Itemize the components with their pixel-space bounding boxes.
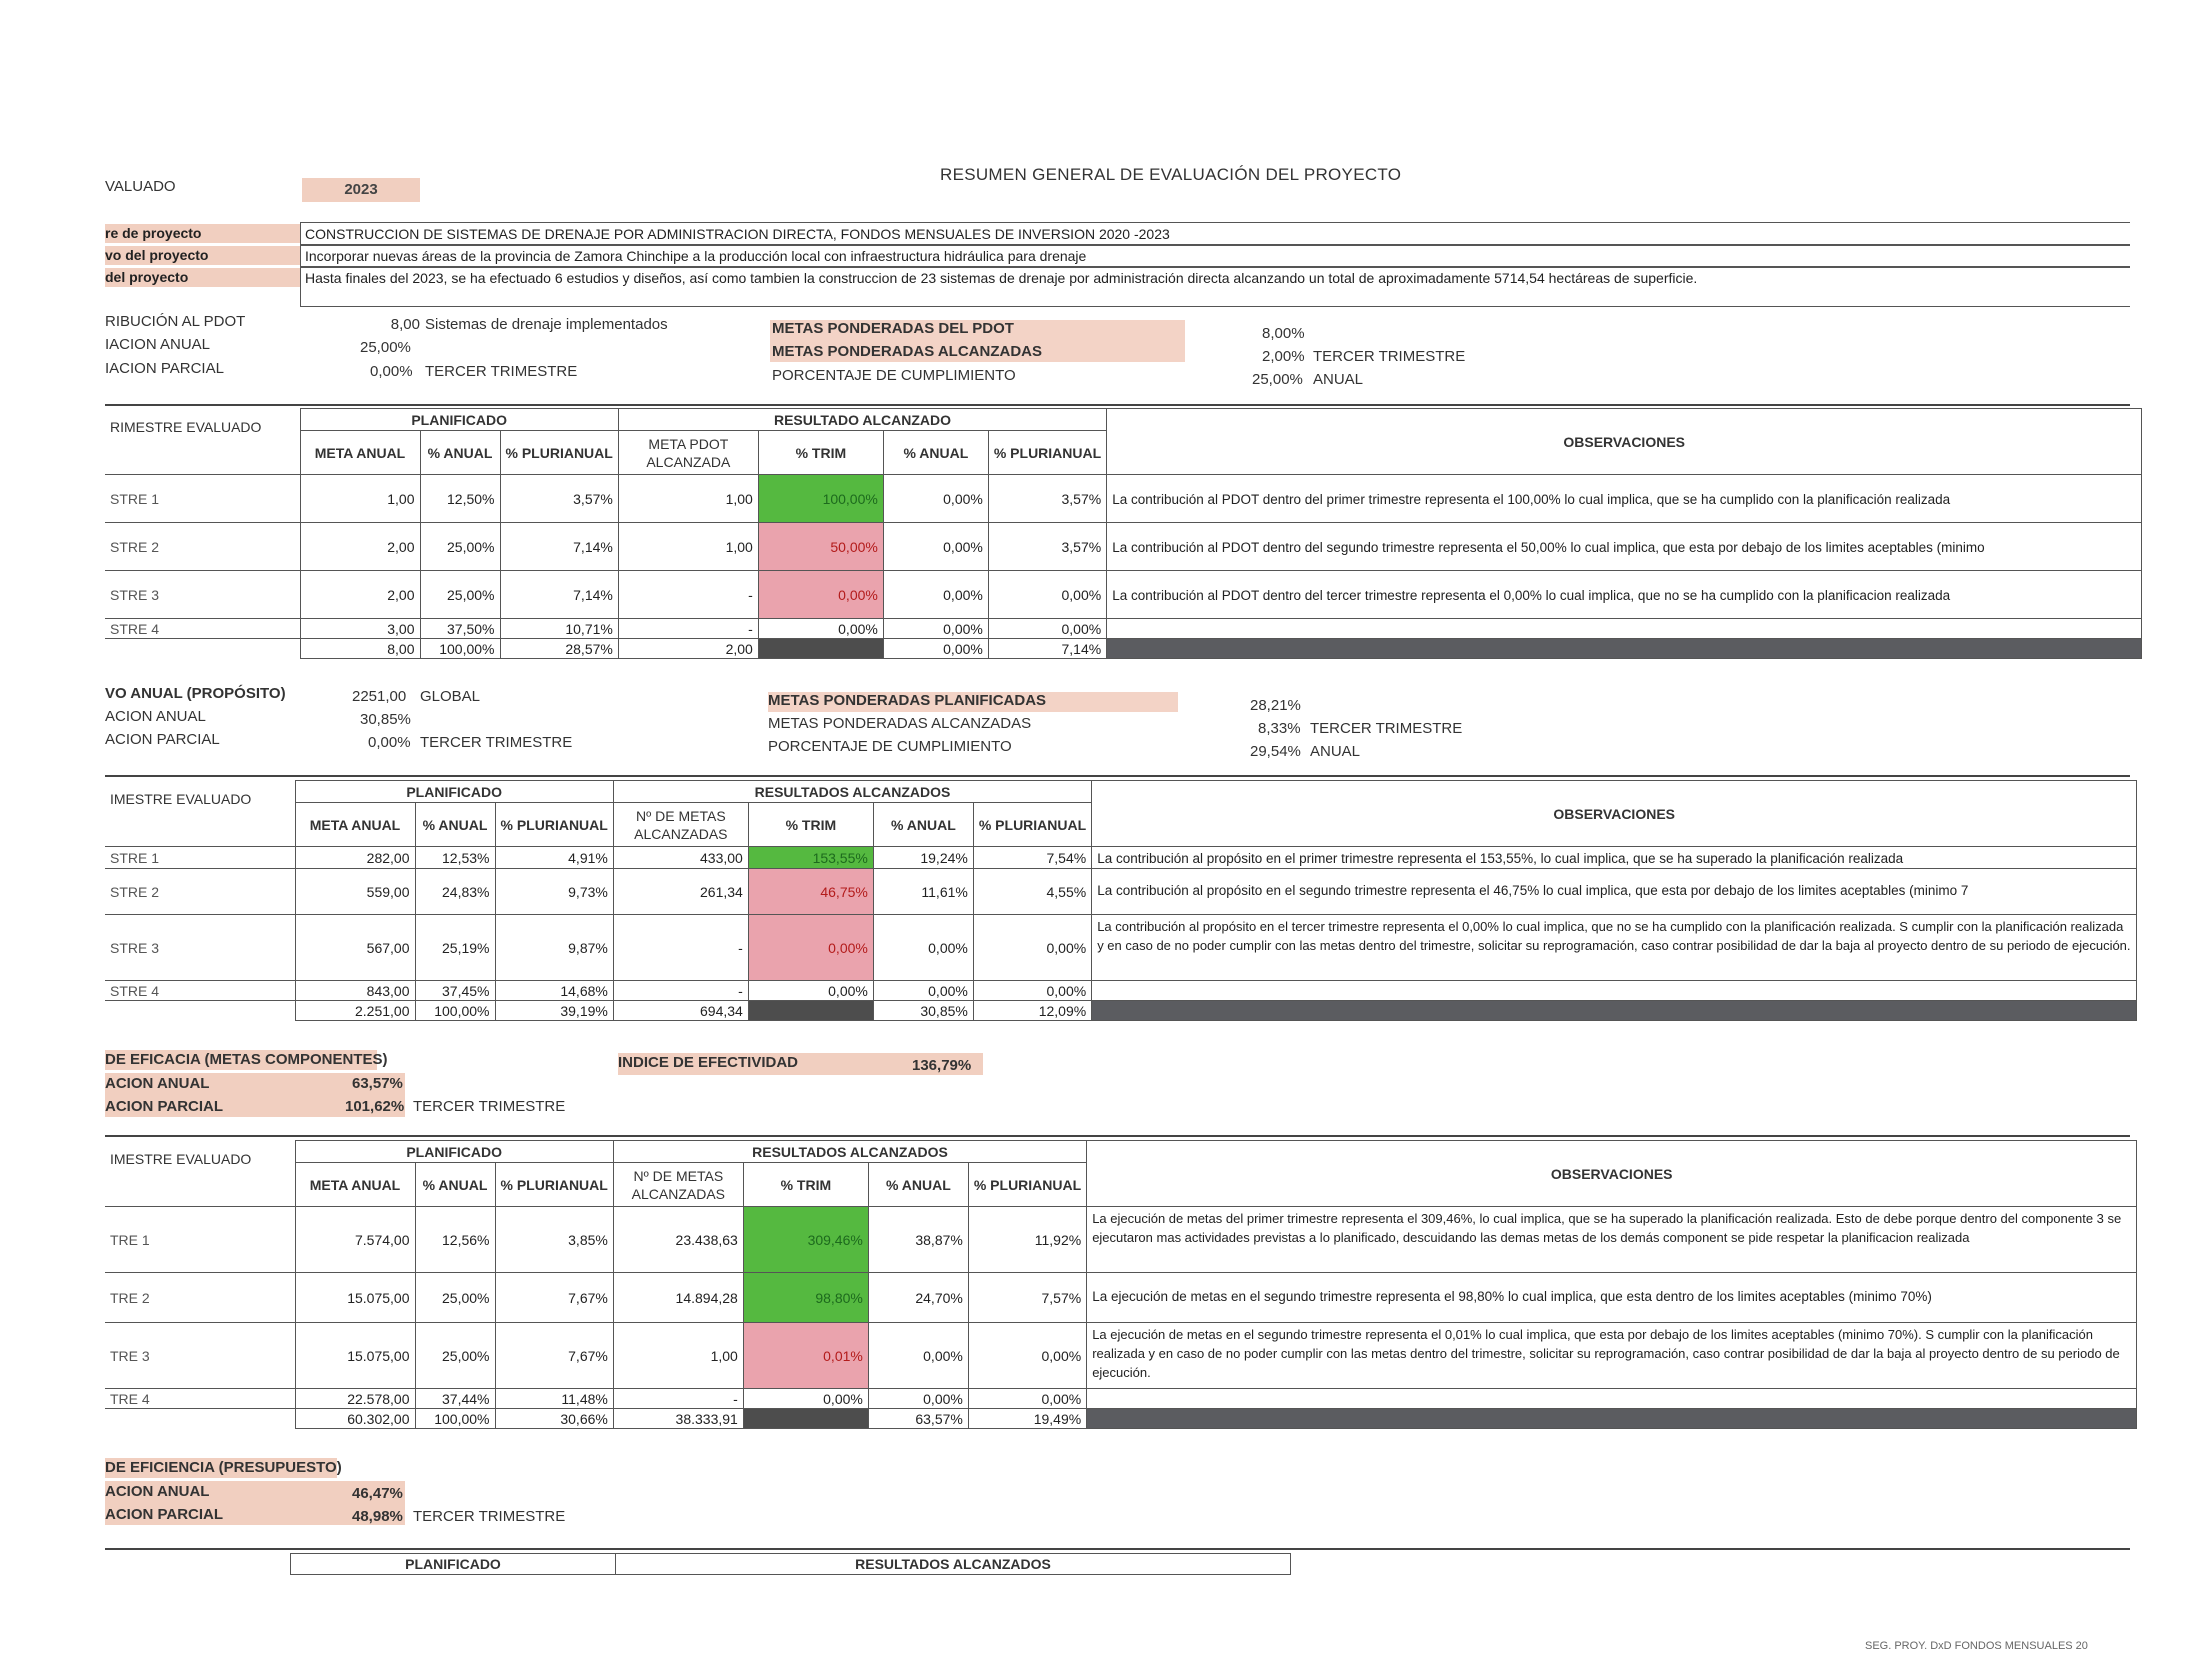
cell: 100,00%	[758, 475, 883, 523]
s1-col-4: % TRIM	[758, 431, 883, 475]
cell: 0,00%	[883, 571, 988, 619]
totals-bar	[1092, 1001, 2137, 1021]
cell: 7,54%	[973, 847, 1091, 869]
s2-group-planned: PLANIFICADO	[295, 781, 613, 803]
cell: -	[618, 571, 758, 619]
efectividad-value: 136,79%	[912, 1057, 972, 1074]
cell: 11,48%	[495, 1389, 613, 1409]
s2-top-rule	[105, 775, 2130, 777]
s1-trimestre-header: RIMESTRE EVALUADO	[110, 418, 262, 435]
s1-col-1: % ANUAL	[420, 431, 500, 475]
table-row	[105, 475, 2142, 523]
cell: 309,46%	[743, 1207, 868, 1273]
cell: 100,00%	[420, 639, 500, 659]
s2-label-0: VO ANUAL (PROPÓSITO)	[105, 685, 286, 702]
observation	[1107, 619, 2142, 639]
s2-value-0: 2251,00	[352, 688, 407, 705]
cell: 7.574,00	[295, 1207, 415, 1273]
s4-label-0: DE EFICIENCIA (PRESUPUESTO)	[105, 1459, 342, 1476]
cell: 1,00	[613, 1323, 743, 1389]
cell: 0,00%	[873, 981, 973, 1001]
table-row	[105, 1207, 2137, 1273]
cell: 0,00%	[968, 1323, 1086, 1389]
project-name-text: CONSTRUCCION DE SISTEMAS DE DRENAJE POR ADMINISTRACION DIRECTA, FONDOS MENSUALES DE INVERSION 2020 -2023	[300, 222, 2130, 245]
observation: La contribución al PDOT dentro del primer trimestre representa el 100,00% lo cual implica, que se ha cumplido con la planificación realizada	[1107, 475, 2142, 523]
year-value: 2023	[302, 178, 420, 202]
s2-right-value-2: 29,54%	[1250, 743, 1301, 760]
table-row	[105, 869, 2137, 915]
row-label: STRE 4	[105, 981, 295, 1001]
cell: 559,00	[295, 869, 415, 915]
s3-value-2: 101,62%	[345, 1098, 405, 1115]
s1-note-2: TERCER TRIMESTRE	[425, 363, 578, 380]
cell: 7,14%	[500, 571, 618, 619]
cell: 7,67%	[495, 1323, 613, 1389]
year-label: VALUADO	[105, 178, 176, 195]
cell: 50,00%	[758, 523, 883, 571]
cell: 0,00%	[748, 981, 873, 1001]
s2-observations-header: OBSERVACIONES	[1092, 781, 2137, 847]
cell: 100,00%	[415, 1409, 495, 1429]
s2-right-label-1: METAS PONDERADAS ALCANZADAS	[768, 715, 1032, 732]
page-title: RESUMEN GENERAL DE EVALUACIÓN DEL PROYECTO	[940, 165, 1402, 184]
observation: La contribución al PDOT dentro del tercer trimestre representa el 0,00% lo cual implica, que no se ha cumplido con la planificacion realizada	[1107, 571, 2142, 619]
project-objective-label: vo del proyecto	[105, 246, 301, 265]
observation	[1087, 1389, 2137, 1409]
s3-group-result: RESULTADOS ALCANZADOS	[613, 1141, 1086, 1163]
cell: 0,00%	[883, 639, 988, 659]
s1-right-label-1: METAS PONDERADAS ALCANZADAS	[772, 343, 1042, 360]
cell: 25,00%	[415, 1273, 495, 1323]
cell: 28,57%	[500, 639, 618, 659]
s1-label-0: RIBUCIÓN AL PDOT	[105, 313, 246, 330]
table-row	[105, 981, 2137, 1001]
cell: 7,57%	[968, 1273, 1086, 1323]
cell: 0,00%	[868, 1323, 968, 1389]
observation: La ejecución de metas en el segundo trimestre representa el 98,80% lo cual implica, que esta dentro de los limites aceptables (minimo 70%)	[1087, 1273, 2137, 1323]
row-label: STRE 3	[105, 571, 300, 619]
s2-group-result: RESULTADOS ALCANZADOS	[613, 781, 1091, 803]
table-row	[105, 1389, 2137, 1409]
s4-value-1: 46,47%	[352, 1485, 403, 1502]
observation: La ejecución de metas en el segundo trimestre representa el 0,01% lo cual implica, que esta por debajo de los limites aceptables (minimo 70%). S cumplir con la planificación realizada y en caso de no poder cumplir con las metas dentro del trimestre, solicitar su reprogramación, caso contrar posibilidad de dar la baja al proyecto dentro de su periodo de ejecución.	[1087, 1323, 2137, 1389]
cell: 24,83%	[415, 869, 495, 915]
cell: 4,55%	[973, 869, 1091, 915]
table-row	[105, 619, 2142, 639]
s2-col-0: META ANUAL	[295, 803, 415, 847]
cell: 0,00%	[973, 981, 1091, 1001]
cell: 63,57%	[868, 1409, 968, 1429]
row-label: TRE 2	[105, 1273, 295, 1323]
cell: 98,80%	[743, 1273, 868, 1323]
s1-right-label-0: METAS PONDERADAS DEL PDOT	[772, 320, 1014, 337]
s2-right-note-1: TERCER TRIMESTRE	[1310, 720, 1463, 737]
cell: 14.894,28	[613, 1273, 743, 1323]
cell: 3,57%	[500, 475, 618, 523]
observation: La ejecución de metas del primer trimestre representa el 309,46%, lo cual implica, que se ha superado la planificación realizada. Esto de debe porque dentro del componente 3 se ejecutaron mas actividades previstas a lo planificado, descuidando las demas metas de los demás component se pide respetar la planificacion realizada	[1087, 1207, 2137, 1273]
s3-col-2: % PLURIANUAL	[495, 1163, 613, 1207]
s3-observations-header: OBSERVACIONES	[1087, 1141, 2137, 1207]
cell: 2.251,00	[295, 1001, 415, 1021]
cell	[758, 639, 883, 659]
cell: 15.075,00	[295, 1323, 415, 1389]
totals-row	[105, 639, 2142, 659]
cell: -	[618, 619, 758, 639]
s1-value-0: 8,00	[390, 316, 420, 333]
row-label: STRE 4	[105, 619, 300, 639]
s1-value-1: 25,00%	[360, 339, 411, 356]
cell: 25,00%	[420, 523, 500, 571]
cell: 12,09%	[973, 1001, 1091, 1021]
s4-label-1: ACION ANUAL	[105, 1483, 210, 1500]
cell: 19,24%	[873, 847, 973, 869]
cell: 12,56%	[415, 1207, 495, 1273]
cell: 10,71%	[500, 619, 618, 639]
s4-note-2: TERCER TRIMESTRE	[413, 1508, 566, 1525]
cell: 11,92%	[968, 1207, 1086, 1273]
cell: 9,73%	[495, 869, 613, 915]
s3-trimestre-header: IMESTRE EVALUADO	[110, 1150, 252, 1167]
row-label: TRE 4	[105, 1389, 295, 1409]
s1-label-2: IACION PARCIAL	[105, 360, 224, 377]
table-row	[105, 523, 2142, 571]
s3-table	[105, 1140, 2137, 1429]
cell: 25,00%	[415, 1323, 495, 1389]
cell: 0,00%	[873, 915, 973, 981]
cell: 14,68%	[495, 981, 613, 1001]
observation: La contribución al propósito en el segundo trimestre representa el 46,75% lo cual implica, que esta por debajo de los limites aceptables (minimo 7	[1092, 869, 2137, 915]
cell: 11,61%	[873, 869, 973, 915]
table-row	[105, 915, 2137, 981]
s2-col-6: % PLURIANUAL	[973, 803, 1091, 847]
cell: 0,00%	[988, 619, 1106, 639]
row-label: TRE 3	[105, 1323, 295, 1389]
cell	[748, 1001, 873, 1021]
s3-col-0: META ANUAL	[295, 1163, 415, 1207]
s2-trimestre-header: IMESTRE EVALUADO	[110, 790, 252, 807]
cell: 3,57%	[988, 523, 1106, 571]
cell: 2,00	[300, 523, 420, 571]
cell: 38.333,91	[613, 1409, 743, 1429]
totals-row	[105, 1001, 2137, 1021]
cell: 3,85%	[495, 1207, 613, 1273]
footer-text: SEG. PROY. DxD FONDOS MENSUALES 20	[1865, 1640, 2088, 1652]
cell: 0,00%	[883, 619, 988, 639]
totals-label	[105, 639, 300, 659]
s3-col-4: % TRIM	[743, 1163, 868, 1207]
cell: 100,00%	[415, 1001, 495, 1021]
totals-bar	[1087, 1409, 2137, 1429]
totals-row	[105, 1409, 2137, 1429]
s2-col-4: % TRIM	[748, 803, 873, 847]
table-row	[105, 847, 2137, 869]
s2-value-2: 0,00%	[368, 734, 411, 751]
project-name-label: re de proyecto	[105, 224, 301, 243]
s1-right-value-1: 2,00%	[1262, 348, 1305, 365]
s1-right-note-1: TERCER TRIMESTRE	[1313, 348, 1466, 365]
cell: 39,19%	[495, 1001, 613, 1021]
s1-col-2: % PLURIANUAL	[500, 431, 618, 475]
s4-top-rule	[105, 1548, 2130, 1550]
cell: 4,91%	[495, 847, 613, 869]
s2-col-2: % PLURIANUAL	[495, 803, 613, 847]
s3-col-6: % PLURIANUAL	[968, 1163, 1086, 1207]
cell: 3,00	[300, 619, 420, 639]
row-label: STRE 3	[105, 915, 295, 981]
cell: 37,44%	[415, 1389, 495, 1409]
cell: 30,85%	[873, 1001, 973, 1021]
s4-group-planned: PLANIFICADO	[290, 1553, 615, 1575]
cell: 12,53%	[415, 847, 495, 869]
cell: 0,00%	[973, 915, 1091, 981]
s1-right-label-2: PORCENTAJE DE CUMPLIMIENTO	[772, 367, 1016, 384]
s3-label-0: DE EFICACIA (METAS COMPONENTES)	[105, 1051, 388, 1068]
cell	[743, 1409, 868, 1429]
s2-col-5: % ANUAL	[873, 803, 973, 847]
observation: La contribución al PDOT dentro del segundo trimestre representa el 50,00% lo cual implica, que esta por debajo de los limites aceptables (minimo	[1107, 523, 2142, 571]
cell: 23.438,63	[613, 1207, 743, 1273]
s2-right-value-0: 28,21%	[1250, 697, 1301, 714]
totals-label	[105, 1409, 295, 1429]
row-label: STRE 2	[105, 523, 300, 571]
cell: 0,01%	[743, 1323, 868, 1389]
cell: 37,50%	[420, 619, 500, 639]
s2-right-label-2: PORCENTAJE DE CUMPLIMIENTO	[768, 738, 1012, 755]
cell: 261,34	[613, 869, 748, 915]
s2-note-0: GLOBAL	[420, 688, 481, 705]
cell: 282,00	[295, 847, 415, 869]
cell: 7,14%	[500, 523, 618, 571]
cell: 7,14%	[988, 639, 1106, 659]
s2-label-2: ACION PARCIAL	[105, 731, 220, 748]
row-label: TRE 1	[105, 1207, 295, 1273]
row-label: STRE 1	[105, 475, 300, 523]
s1-col-5: % ANUAL	[883, 431, 988, 475]
cell: -	[613, 1389, 743, 1409]
cell: 0,00%	[883, 475, 988, 523]
s3-note-2: TERCER TRIMESTRE	[413, 1098, 566, 1115]
s2-col-1: % ANUAL	[415, 803, 495, 847]
s2-table	[105, 780, 2137, 1021]
table-row	[105, 1273, 2137, 1323]
cell: 433,00	[613, 847, 748, 869]
s1-col-3: META PDOT ALCANZADA	[618, 431, 758, 475]
observation: La contribución al propósito en el tercer trimestre representa el 0,00% lo cual implica, que no se ha cumplido con la planificación realizada. S cumplir con la planificación realizada y en caso de no poder cumplir con las metas dentro del trimestre, solicitar su reprogramación, caso contrar posibilidad de dar la baja al proyecto dentro de su periodo de ejecución.	[1092, 915, 2137, 981]
s4-group-result: RESULTADOS ALCANZADOS	[615, 1553, 1291, 1575]
observation	[1092, 981, 2137, 1001]
cell: 0,00%	[883, 523, 988, 571]
totals-label	[105, 1001, 295, 1021]
cell: 46,75%	[748, 869, 873, 915]
observation: La contribución al propósito en el primer trimestre representa el 153,55%, lo cual implica, que se ha superado la planificación realizada	[1092, 847, 2137, 869]
cell: 24,70%	[868, 1273, 968, 1323]
efectividad-label: INDICE DE EFECTIVIDAD	[618, 1054, 799, 1071]
s2-col-3: Nº DE METAS ALCANZADAS	[613, 803, 748, 847]
cell: 38,87%	[868, 1207, 968, 1273]
s1-label-1: IACION ANUAL	[105, 336, 211, 353]
cell: 1,00	[618, 523, 758, 571]
cell: 2,00	[618, 639, 758, 659]
cell: 0,00%	[988, 571, 1106, 619]
s2-note-2: TERCER TRIMESTRE	[420, 734, 573, 751]
row-label: STRE 2	[105, 869, 295, 915]
s3-col-1: % ANUAL	[415, 1163, 495, 1207]
s2-right-label-0: METAS PONDERADAS PLANIFICADAS	[768, 692, 1047, 709]
cell: 0,00%	[968, 1389, 1086, 1409]
project-objective-text: Incorporar nuevas áreas de la provincia de Zamora Chinchipe a la producción local con infraestructura hidráulica para drenaje	[300, 245, 2130, 267]
s3-label-2: ACION PARCIAL	[105, 1098, 224, 1115]
cell: 567,00	[295, 915, 415, 981]
s3-top-rule	[105, 1135, 2130, 1137]
cell: 3,57%	[988, 475, 1106, 523]
cell: 9,87%	[495, 915, 613, 981]
cell: 2,00	[300, 571, 420, 619]
s2-value-1: 30,85%	[360, 711, 411, 728]
cell: -	[613, 981, 748, 1001]
s1-observations-header: OBSERVACIONES	[1107, 409, 2142, 475]
cell: 1,00	[300, 475, 420, 523]
cell: 25,00%	[420, 571, 500, 619]
project-description-label: del proyecto	[105, 268, 301, 287]
cell: 7,67%	[495, 1273, 613, 1323]
s1-group-planned: PLANIFICADO	[300, 409, 618, 431]
s2-right-note-2: ANUAL	[1310, 743, 1361, 760]
s3-value-1: 63,57%	[352, 1075, 403, 1092]
cell: 153,55%	[748, 847, 873, 869]
cell: 19,49%	[968, 1409, 1086, 1429]
s1-right-value-2: 25,00%	[1252, 371, 1303, 388]
cell: 1,00	[618, 475, 758, 523]
s1-col-6: % PLURIANUAL	[988, 431, 1106, 475]
s1-top-rule	[105, 404, 2130, 406]
project-description-text: Hasta finales del 2023, se ha efectuado 6 estudios y diseños, así como tambien la construccion de 23 sistemas de drenaje por administración directa alcanzando un total de aproximadamente 5714,54 hectáreas de superficie.	[300, 267, 2130, 307]
cell: 37,45%	[415, 981, 495, 1001]
s2-right-value-1: 8,33%	[1258, 720, 1301, 737]
s3-group-planned: PLANIFICADO	[295, 1141, 613, 1163]
cell: -	[613, 915, 748, 981]
cell: 0,00%	[758, 571, 883, 619]
cell: 8,00	[300, 639, 420, 659]
cell: 30,66%	[495, 1409, 613, 1429]
s4-label-2: ACION PARCIAL	[105, 1506, 224, 1523]
s1-col-0: META ANUAL	[300, 431, 420, 475]
cell: 25,19%	[415, 915, 495, 981]
table-row	[105, 1323, 2137, 1389]
s1-value-2: 0,00%	[370, 363, 413, 380]
s1-note-0: Sistemas de drenaje implementados	[425, 316, 668, 333]
cell: 843,00	[295, 981, 415, 1001]
cell: 0,00%	[868, 1389, 968, 1409]
s1-group-result: RESULTADO ALCANZADO	[618, 409, 1106, 431]
s4-value-2: 48,98%	[352, 1508, 403, 1525]
cell: 60.302,00	[295, 1409, 415, 1429]
cell: 0,00%	[743, 1389, 868, 1409]
s3-col-3: Nº DE METAS ALCANZADAS	[613, 1163, 743, 1207]
s3-label-1: ACION ANUAL	[105, 1075, 210, 1092]
cell: 22.578,00	[295, 1389, 415, 1409]
cell: 0,00%	[748, 915, 873, 981]
table-row	[105, 571, 2142, 619]
s1-table	[105, 408, 2142, 659]
cell: 15.075,00	[295, 1273, 415, 1323]
totals-bar	[1107, 639, 2142, 659]
s3-col-5: % ANUAL	[868, 1163, 968, 1207]
s2-label-1: ACION ANUAL	[105, 708, 206, 725]
row-label: STRE 1	[105, 847, 295, 869]
s1-right-note-2: ANUAL	[1313, 371, 1364, 388]
cell: 0,00%	[758, 619, 883, 639]
cell: 12,50%	[420, 475, 500, 523]
cell: 694,34	[613, 1001, 748, 1021]
s1-right-value-0: 8,00%	[1262, 325, 1305, 342]
